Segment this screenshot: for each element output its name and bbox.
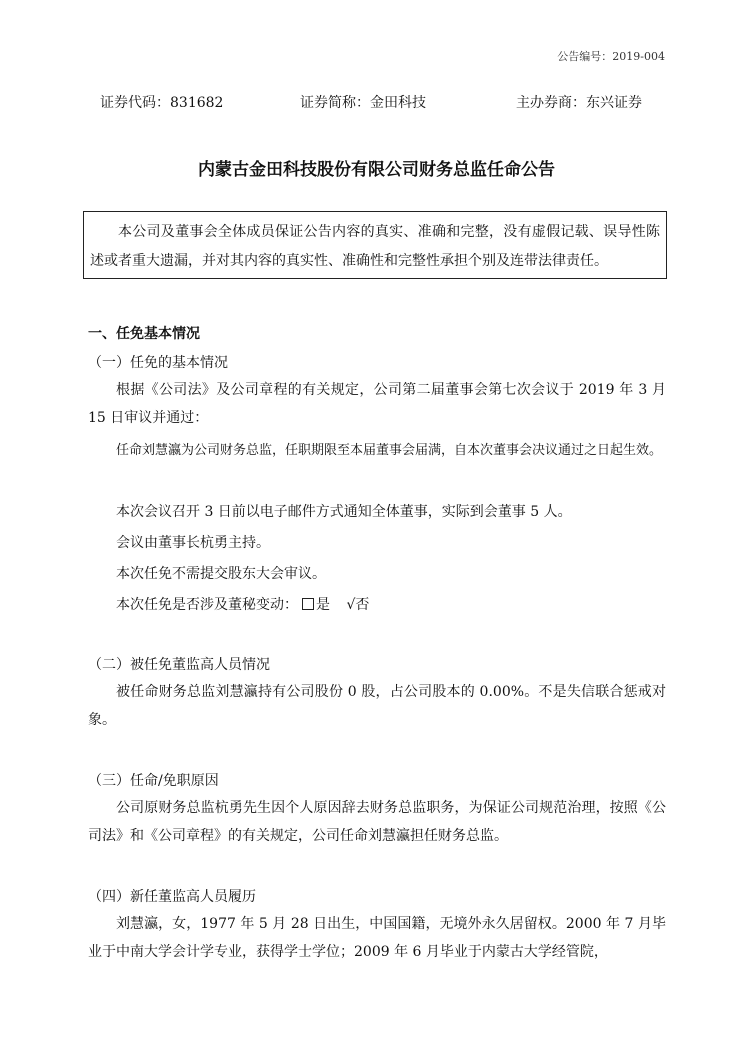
paragraph-meeting-basis: 根据《公司法》及公司章程的有关规定，公司第二届董事会第七次会议于 2019 年 3 月 15 日审议并通过： bbox=[88, 382, 666, 426]
paragraph-resume: 刘慧瀛，女，1977 年 5 月 28 日出生，中国国籍，无境外永久居留权。2000 年 7 月毕业于中南大学会计学专业，获得学士学位；2009 年 6 月毕业于内蒙古大学经管院， bbox=[88, 916, 666, 960]
declaration-text: 本公司及董事会全体成员保证公告内容的真实、准确和完整，没有虚假记载、误导性陈述或者重大遗漏，并对其内容的真实性、准确性和完整性承担个别及连带法律责任。 bbox=[90, 224, 660, 269]
section-heading: 一、任免基本情况 bbox=[88, 326, 200, 342]
securities-short-name: 证券简称：金田科技 bbox=[300, 95, 426, 111]
option-yes-label: 是 bbox=[316, 597, 330, 613]
checkbox-icon bbox=[302, 598, 314, 610]
subsection-heading-1: （一）任免的基本情况 bbox=[88, 355, 228, 371]
paragraph-secretary-change bbox=[116, 594, 369, 614]
notice-number: 公告编号：2019-004 bbox=[557, 50, 665, 63]
document-title: 内蒙古金田科技股份有限公司财务总监任命公告 bbox=[198, 160, 555, 180]
secretary-change-label: 本次任免是否涉及董秘变动： bbox=[116, 597, 298, 613]
sponsor-broker: 主办券商：东兴证券 bbox=[516, 95, 642, 111]
paragraph-chair: 会议由董事长杭勇主持。 bbox=[116, 535, 270, 551]
paragraph-appointment: 任命刘慧瀛为公司财务总监，任职期限至本届董事会届满，自本次董事会决议通过之日起生效。 bbox=[116, 443, 663, 458]
subsection-heading-3: （三）任命/免职原因 bbox=[88, 773, 219, 789]
declaration-box bbox=[83, 211, 667, 279]
subsection-heading-4: （四）新任董监高人员履历 bbox=[88, 889, 256, 905]
paragraph-reason: 公司原财务总监杭勇先生因个人原因辞去财务总监职务，为保证公司规范治理，按照《公司法》和《公司章程》的有关规定，公司任命刘慧瀛担任财务总监。 bbox=[88, 800, 666, 844]
paragraph-shareholding: 被任命财务总监刘慧瀛持有公司股份 0 股，占公司股本的 0.00%。不是失信联合惩戒对象。 bbox=[88, 684, 666, 728]
securities-code: 证券代码：831682 bbox=[100, 95, 224, 111]
option-no-label: √否 bbox=[346, 597, 370, 613]
paragraph-no-shareholder-review: 本次任免不需提交股东大会审议。 bbox=[116, 566, 326, 582]
subsection-heading-2: （二）被任免董监高人员情况 bbox=[88, 657, 270, 673]
paragraph-notice: 本次会议召开 3 日前以电子邮件方式通知全体董事，实际到会董事 5 人。 bbox=[116, 504, 572, 520]
